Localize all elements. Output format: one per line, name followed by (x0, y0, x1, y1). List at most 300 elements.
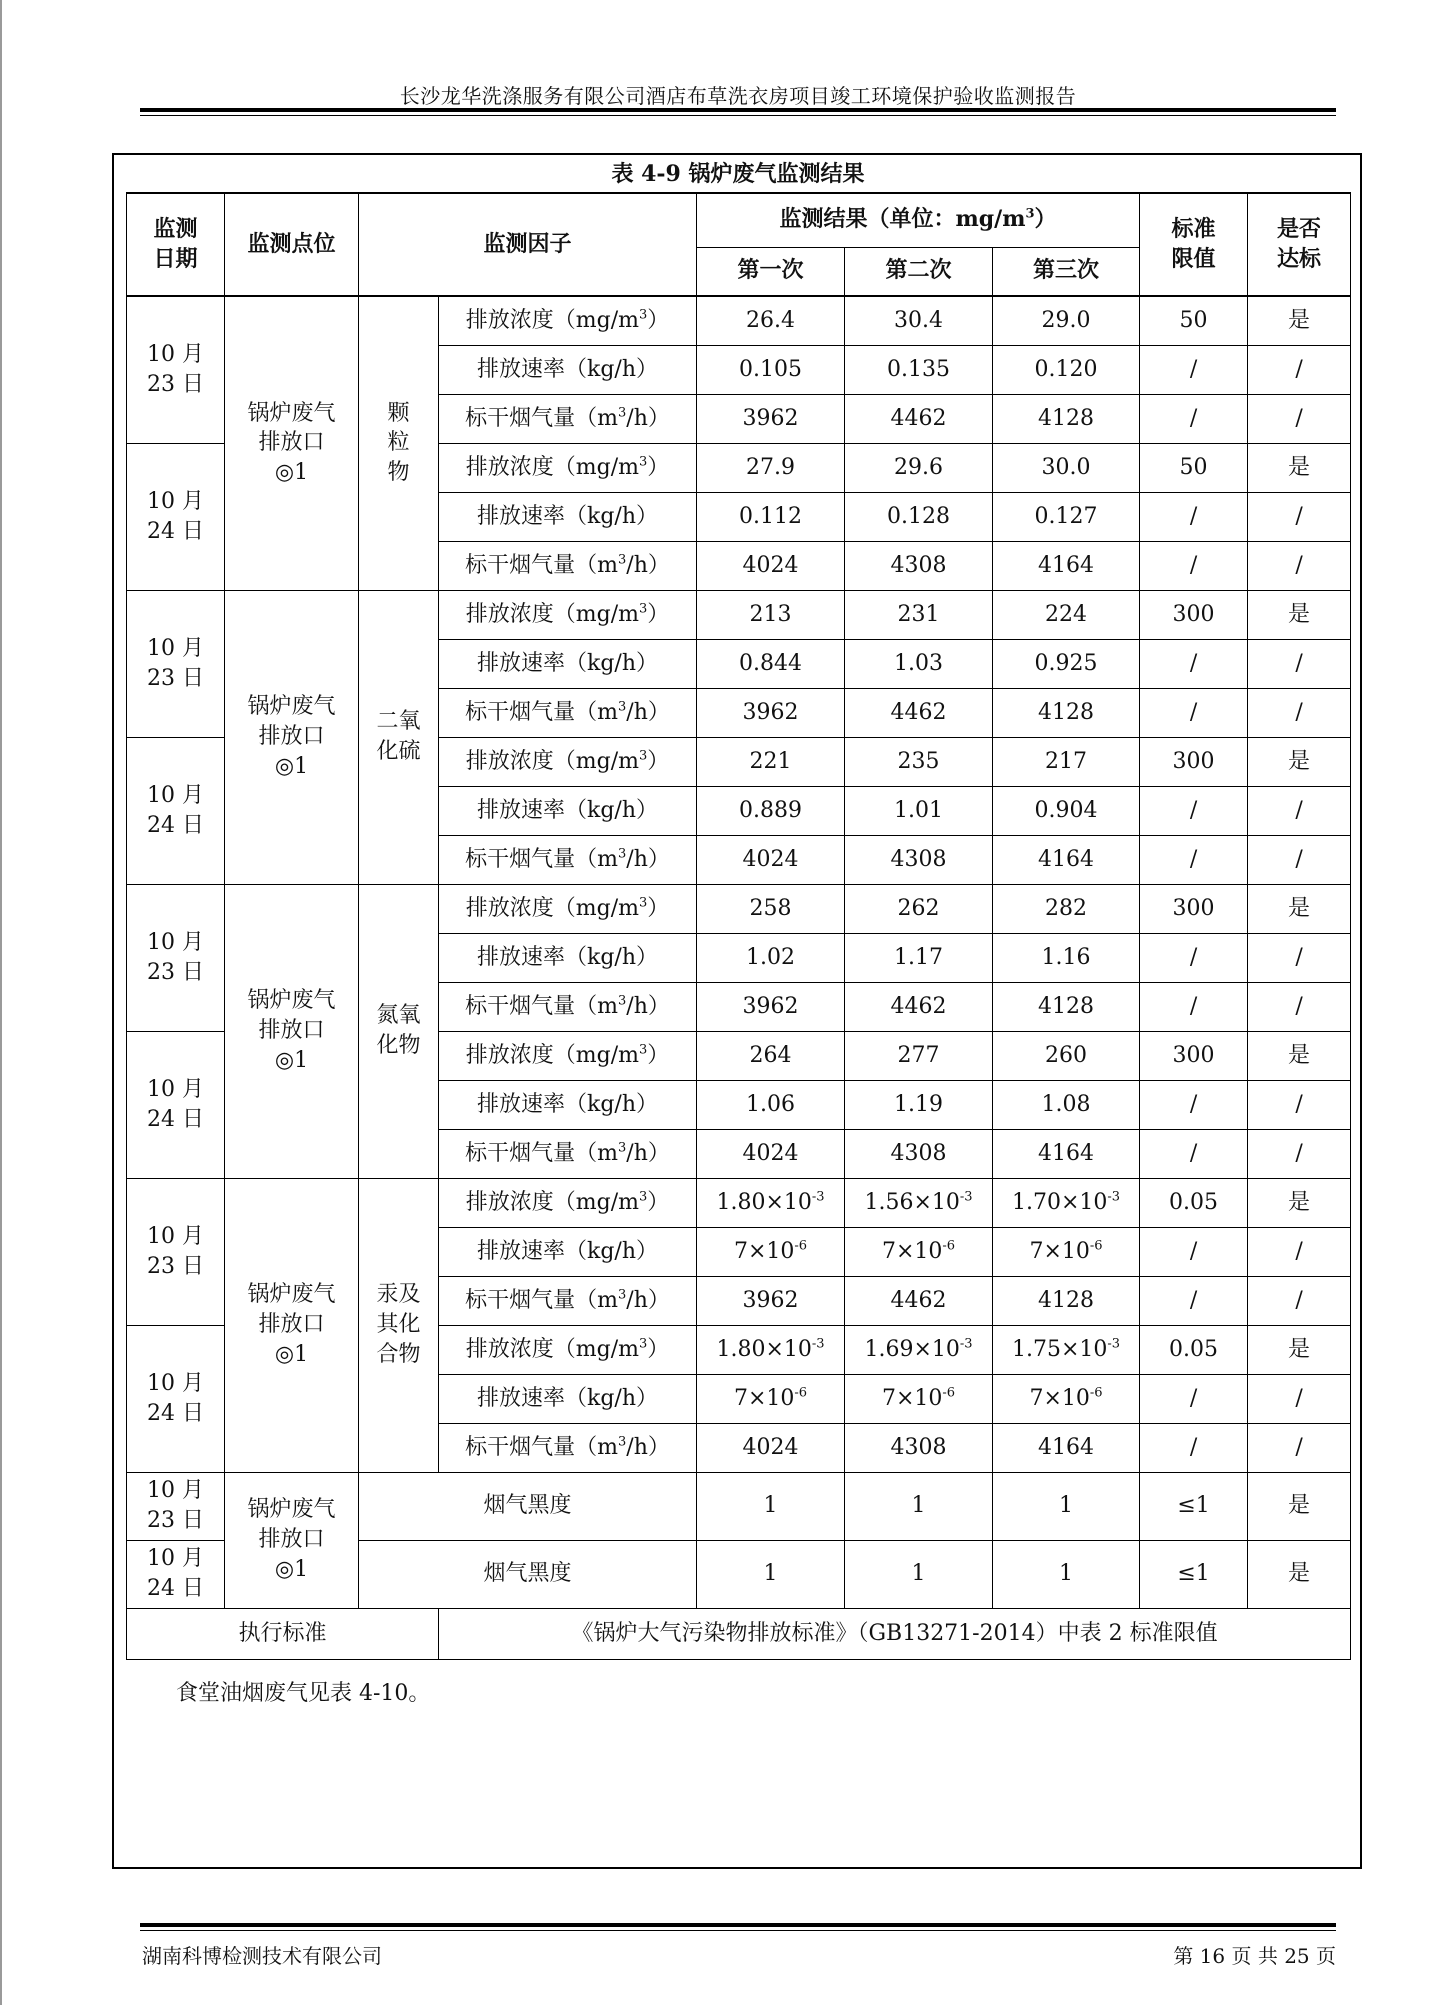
date-month: 10 月 (147, 782, 204, 808)
standard-text: 《锅炉大气污染物排放标准》（GB13271-2014）中表 2 标准限值 (571, 1620, 1218, 1646)
value-text: / (1295, 846, 1303, 872)
header-third-label: 第三次 (1033, 257, 1100, 284)
header-results-label: 监测结果（单位：mg/m (779, 206, 1026, 233)
value-text: 27.9 (746, 454, 795, 480)
report-header-title: 长沙龙华洗涤服务有限公司酒店布草洗衣房项目竣工环境保护验收监测报告 (399, 84, 1077, 108)
value-text: 是 (1288, 1336, 1311, 1362)
header-limit (1140, 193, 1248, 296)
value-cell (697, 345, 845, 394)
param-cell (439, 1080, 697, 1129)
value-text: 0.925 (1034, 650, 1098, 676)
value-cell (993, 1031, 1140, 1080)
date-month: 10 月 (147, 929, 204, 955)
value-cell (1140, 1031, 1248, 1080)
value-cell (1248, 884, 1351, 933)
value-cell (697, 394, 845, 443)
value-cell (697, 443, 845, 492)
param-cell (439, 1423, 697, 1472)
date-cell (127, 296, 225, 443)
param-label: 排放浓度（mg/m (465, 601, 639, 627)
value-cell (993, 492, 1140, 541)
date-month: 10 月 (147, 1546, 204, 1572)
value-text: 1.17 (894, 944, 943, 970)
value-text: 7×10 (733, 1385, 795, 1411)
value-cell (1140, 884, 1248, 933)
value-cell (1140, 835, 1248, 884)
point-l2: 排放口 (258, 1527, 325, 1553)
value-text: 4128 (1038, 1287, 1095, 1313)
param-cell (439, 884, 697, 933)
value-text: 是 (1288, 1189, 1311, 1215)
param-label: 排放速率（kg/h） (477, 650, 658, 676)
value-cell (1248, 1540, 1351, 1608)
value-text: 0.105 (739, 356, 802, 382)
value-text: / (1189, 650, 1198, 676)
value-text: 1.69×10 (864, 1336, 960, 1362)
value-cell (697, 1178, 845, 1227)
param-label: 标干烟气量（m (465, 552, 618, 578)
value-text: 3962 (742, 993, 799, 1019)
point-l2: 排放口 (258, 1312, 325, 1338)
header-second-label: 第二次 (885, 257, 952, 284)
date-cell (127, 737, 225, 884)
value-cell (993, 1276, 1140, 1325)
param-label-sup: 3 (618, 846, 627, 862)
param-cell (439, 1325, 697, 1374)
header-rule-thin (140, 115, 1336, 116)
param-cell (439, 492, 697, 541)
header-pass-l2: 达标 (1277, 245, 1322, 272)
value-cell (845, 1227, 993, 1276)
value-text: 0.05 (1169, 1189, 1219, 1215)
factor-name-line: 氮氧 (376, 1003, 421, 1029)
value-text: 282 (1045, 895, 1088, 921)
note-text: 食堂油烟废气见表 4-10。 (176, 1681, 431, 1706)
value-cell (993, 1472, 1140, 1540)
value-text: 4308 (890, 552, 947, 578)
value-cell (1248, 639, 1351, 688)
value-cell (697, 1129, 845, 1178)
value-exponent: -6 (794, 1238, 808, 1254)
param-label-end: /h） (626, 1140, 670, 1166)
value-cell (697, 1540, 845, 1608)
value-cell (845, 639, 993, 688)
value-cell (1140, 443, 1248, 492)
param-label: 排放速率（kg/h） (477, 797, 658, 823)
footer-company: 湖南科博检测技术有限公司 (142, 1944, 382, 1968)
value-cell (993, 345, 1140, 394)
point-l3: ◎1 (274, 1047, 309, 1073)
value-cell (993, 296, 1140, 345)
param-cell (439, 737, 697, 786)
header-pass-l1: 是否 (1277, 215, 1322, 242)
value-text: 4462 (890, 1287, 947, 1313)
value-cell (993, 688, 1140, 737)
value-cell (1248, 590, 1351, 639)
value-text: / (1295, 944, 1303, 970)
value-exponent: -6 (794, 1385, 808, 1401)
value-cell (1248, 933, 1351, 982)
param-cell (439, 590, 697, 639)
param-label-end: ） (647, 1042, 670, 1068)
value-cell (845, 737, 993, 786)
value-cell (845, 590, 993, 639)
param-label: 标干烟气量（m (465, 1140, 618, 1166)
param-cell (439, 639, 697, 688)
param-label-sup: 3 (618, 699, 627, 715)
value-text: 300 (1172, 601, 1215, 627)
value-cell (845, 1540, 993, 1608)
smoke-factor-cell (359, 1540, 697, 1608)
date-day: 24 日 (147, 1106, 204, 1132)
factor-name-line: 化物 (376, 1033, 421, 1058)
value-cell (1248, 1080, 1351, 1129)
value-text: 7×10 (1029, 1238, 1090, 1264)
value-cell (993, 443, 1140, 492)
value-text: 是 (1288, 1493, 1311, 1519)
value-exponent: -6 (942, 1385, 956, 1401)
param-cell (439, 933, 697, 982)
value-text: / (1189, 699, 1198, 725)
date-day: 24 日 (147, 1400, 204, 1426)
value-cell (697, 492, 845, 541)
factor-name-line: 颗 (387, 400, 410, 426)
param-label: 排放浓度（mg/m (465, 1042, 639, 1068)
value-text: 300 (1172, 748, 1215, 774)
date-day: 23 日 (147, 1253, 204, 1279)
value-text: 1.56×10 (864, 1189, 960, 1215)
date-day: 23 日 (147, 959, 204, 985)
value-text: 4164 (1038, 846, 1095, 872)
value-text: 是 (1288, 454, 1311, 480)
param-label-sup: 3 (618, 993, 627, 1009)
value-text: 7×10 (881, 1385, 943, 1411)
param-label: 标干烟气量（m (465, 699, 618, 725)
value-cell (845, 1031, 993, 1080)
param-label: 标干烟气量（m (465, 405, 618, 431)
standard-row (127, 1608, 1351, 1659)
value-text: 4164 (1038, 552, 1095, 578)
value-text: 4308 (890, 846, 947, 872)
factor-name-line: 合物 (376, 1341, 421, 1367)
value-cell (697, 1325, 845, 1374)
point-cell (225, 884, 359, 1178)
value-cell (1140, 296, 1248, 345)
param-label: 排放速率（kg/h） (477, 1091, 658, 1117)
value-cell (845, 933, 993, 982)
value-cell (993, 933, 1140, 982)
value-cell (1248, 1227, 1351, 1276)
value-text: 0.904 (1034, 797, 1098, 823)
value-cell (845, 1129, 993, 1178)
value-cell (697, 1276, 845, 1325)
value-text: 4462 (890, 699, 947, 725)
value-exponent: -3 (1107, 1189, 1121, 1205)
value-cell (1248, 982, 1351, 1031)
value-text: 50 (1179, 454, 1208, 480)
value-cell (1248, 1129, 1351, 1178)
value-cell (697, 1472, 845, 1540)
value-cell (993, 541, 1140, 590)
date-cell (127, 1325, 225, 1472)
factor-cell (359, 1178, 439, 1472)
table-title: 表 4-9 锅炉废气监测结果 (611, 161, 865, 187)
factor-name-line: 二氧 (376, 709, 421, 735)
value-cell (697, 688, 845, 737)
value-text: / (1295, 356, 1303, 382)
param-label-end: ） (647, 1189, 670, 1215)
param-label-end: ） (647, 601, 670, 627)
value-cell (1248, 1325, 1351, 1374)
value-cell (697, 1080, 845, 1129)
value-cell (1248, 688, 1351, 737)
value-cell (697, 786, 845, 835)
value-text: 是 (1288, 1042, 1311, 1068)
value-text: 0.120 (1034, 356, 1098, 382)
value-cell (845, 394, 993, 443)
value-text: 4164 (1038, 1434, 1095, 1460)
param-label: 排放速率（kg/h） (477, 356, 658, 382)
value-text: 231 (897, 601, 940, 627)
value-cell (993, 1080, 1140, 1129)
param-label-sup: 3 (638, 1336, 648, 1352)
value-text: / (1295, 1385, 1303, 1411)
value-exponent: -3 (811, 1336, 825, 1352)
value-cell (845, 884, 993, 933)
param-label: 排放浓度（mg/m (465, 1336, 639, 1362)
value-text: 1 (911, 1561, 926, 1587)
table-row (127, 590, 1351, 639)
header-date (127, 193, 225, 296)
value-exponent: -3 (959, 1189, 973, 1205)
value-text: 0.844 (739, 650, 802, 676)
param-label-end: ） (647, 895, 670, 921)
value-text: 300 (1172, 1042, 1215, 1068)
header-first (697, 247, 845, 296)
param-label: 排放浓度（mg/m (465, 748, 639, 774)
value-text: / (1295, 1287, 1303, 1313)
value-exponent: -3 (811, 1189, 825, 1205)
param-label: 标干烟气量（m (465, 846, 618, 872)
value-text: 4462 (890, 405, 947, 431)
param-label-end: /h） (626, 1287, 670, 1313)
param-label: 排放速率（kg/h） (477, 503, 658, 529)
value-cell (697, 1031, 845, 1080)
date-cell (127, 1540, 225, 1608)
date-day: 23 日 (147, 1508, 204, 1533)
value-cell (697, 639, 845, 688)
value-text: 4128 (1038, 405, 1095, 431)
param-label-sup: 3 (618, 552, 627, 568)
value-exponent: -6 (942, 1238, 956, 1254)
param-label-sup: 3 (638, 895, 648, 911)
date-month: 10 月 (147, 1076, 204, 1102)
param-cell (439, 296, 697, 345)
value-cell (845, 1472, 993, 1540)
value-text: 29.6 (894, 454, 943, 480)
point-l1: 锅炉废气 (247, 694, 336, 720)
value-cell (697, 1227, 845, 1276)
value-cell (1140, 639, 1248, 688)
value-text: / (1295, 1140, 1303, 1166)
param-label-end: /h） (626, 405, 670, 431)
factor-name-line: 物 (387, 460, 410, 486)
value-text: 1.01 (894, 797, 943, 823)
value-cell (1140, 1178, 1248, 1227)
factor-name-line: 汞及 (376, 1282, 421, 1308)
value-text: 是 (1288, 307, 1311, 333)
value-text: 1.19 (894, 1091, 943, 1117)
value-text: 217 (1045, 748, 1088, 774)
value-cell (1140, 590, 1248, 639)
value-text: 224 (1045, 601, 1088, 627)
param-label: 排放速率（kg/h） (477, 944, 658, 970)
param-cell (439, 1129, 697, 1178)
value-cell (1140, 394, 1248, 443)
value-text: / (1189, 797, 1198, 823)
param-label-sup: 3 (618, 1140, 627, 1156)
value-text: 7×10 (1029, 1385, 1090, 1411)
point-l3: ◎1 (274, 1556, 309, 1582)
header-row (127, 193, 1351, 247)
value-text: 3962 (742, 1287, 799, 1313)
value-exponent: -3 (1107, 1336, 1121, 1352)
param-label-sup: 3 (618, 405, 627, 421)
value-cell (845, 835, 993, 884)
date-cell (127, 590, 225, 737)
value-cell (1140, 345, 1248, 394)
param-cell (439, 1031, 697, 1080)
param-label: 排放速率（kg/h） (477, 1385, 658, 1411)
param-cell (439, 1276, 697, 1325)
param-label-end: /h） (626, 1434, 670, 1460)
value-cell (1140, 1129, 1248, 1178)
point-l3: ◎1 (274, 753, 309, 779)
date-month: 10 月 (147, 1223, 204, 1249)
value-text: 4462 (890, 993, 947, 1019)
value-text: / (1295, 552, 1303, 578)
value-cell (1140, 1227, 1248, 1276)
value-cell (845, 296, 993, 345)
value-text: 0.889 (739, 797, 802, 823)
header-results-sup: 3 (1025, 207, 1035, 223)
header-factor-label: 监测因子 (483, 230, 572, 257)
smoke-factor-cell (359, 1472, 697, 1540)
value-cell (1248, 394, 1351, 443)
point-cell (225, 1472, 359, 1608)
header-results (697, 193, 1140, 247)
factor-name-line: 其化 (376, 1312, 421, 1338)
header-point-label: 监测点位 (247, 230, 336, 257)
value-cell (1140, 1472, 1248, 1540)
value-text: 277 (897, 1042, 940, 1068)
point-l2: 排放口 (258, 430, 325, 456)
value-text: 1 (1059, 1561, 1074, 1587)
value-cell (1140, 1080, 1248, 1129)
value-text: 是 (1288, 1561, 1311, 1587)
header-limit-l2: 限值 (1171, 245, 1216, 272)
header-pass (1248, 193, 1351, 296)
factor-cell (359, 590, 439, 884)
value-text: 是 (1288, 748, 1311, 774)
value-cell (845, 492, 993, 541)
point-l1: 锅炉废气 (247, 1497, 336, 1523)
param-cell (439, 345, 697, 394)
value-text: 3962 (742, 699, 799, 725)
value-text: / (1295, 503, 1303, 529)
value-text: 264 (749, 1042, 792, 1068)
value-text: / (1189, 503, 1198, 529)
param-cell (439, 835, 697, 884)
value-text: 7×10 (733, 1238, 795, 1264)
value-cell (845, 786, 993, 835)
value-text: 235 (897, 748, 940, 774)
value-cell (1248, 1031, 1351, 1080)
value-cell (1248, 1374, 1351, 1423)
value-cell (993, 835, 1140, 884)
value-text: 4024 (742, 552, 799, 578)
value-cell (845, 345, 993, 394)
date-day: 24 日 (147, 812, 204, 838)
value-text: 1.16 (1041, 944, 1091, 970)
param-label-end: /h） (626, 699, 670, 725)
value-text: / (1189, 993, 1198, 1019)
date-month: 10 月 (147, 1478, 204, 1504)
value-cell (1140, 737, 1248, 786)
header-point (225, 193, 359, 296)
value-cell (993, 394, 1140, 443)
value-cell (697, 296, 845, 345)
value-text: 213 (749, 601, 792, 627)
value-cell (697, 933, 845, 982)
param-cell (439, 443, 697, 492)
value-text: 30.0 (1041, 454, 1091, 480)
value-cell (993, 1423, 1140, 1472)
value-text: 4128 (1038, 993, 1095, 1019)
param-label-sup: 3 (618, 1287, 627, 1303)
value-cell (1248, 1423, 1351, 1472)
header-second (845, 247, 993, 296)
value-cell (697, 1374, 845, 1423)
value-cell (1248, 296, 1351, 345)
value-text: / (1189, 405, 1198, 431)
value-cell (1248, 835, 1351, 884)
value-text: 0.128 (887, 503, 950, 529)
factor-cell (359, 296, 439, 590)
point-l3: ◎1 (274, 460, 309, 486)
header-factor (359, 193, 697, 296)
param-label: 标干烟气量（m (465, 1287, 618, 1313)
param-cell (439, 688, 697, 737)
value-text: 258 (749, 895, 792, 921)
value-cell (1140, 1325, 1248, 1374)
value-text: 0.127 (1034, 503, 1098, 529)
value-text: / (1189, 1434, 1198, 1460)
value-cell (697, 541, 845, 590)
value-cell (845, 1276, 993, 1325)
value-cell (1140, 1423, 1248, 1472)
param-label: 排放浓度（mg/m (465, 1189, 639, 1215)
param-label-end: /h） (626, 993, 670, 1019)
param-label: 排放浓度（mg/m (465, 307, 639, 333)
value-cell (697, 1423, 845, 1472)
value-cell (993, 1374, 1140, 1423)
value-cell (845, 688, 993, 737)
value-text: / (1189, 1238, 1198, 1264)
smoke-factor-label: 烟气黑度 (483, 1561, 572, 1587)
value-text: 1.02 (746, 944, 795, 970)
value-cell (1140, 541, 1248, 590)
